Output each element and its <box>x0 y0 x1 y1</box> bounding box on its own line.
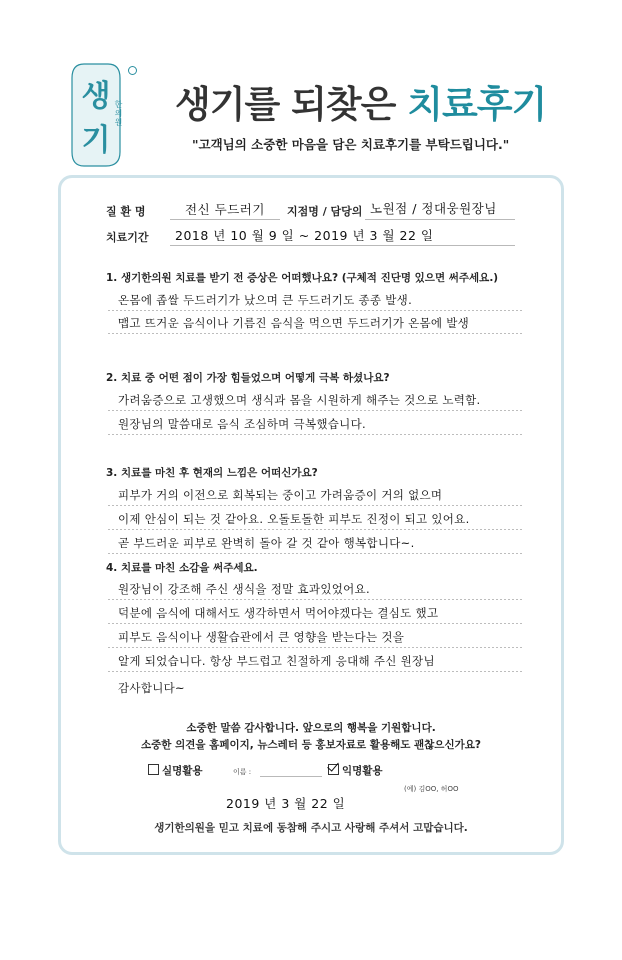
real-name-label: 실명활용 <box>162 765 203 777</box>
answer-4-line-1: 원장님이 강조해 주신 생식을 정말 효과있었어요. <box>118 582 370 596</box>
svg-text:기: 기 <box>81 123 111 158</box>
answer-line <box>108 623 522 624</box>
disease-underline <box>170 219 280 220</box>
answer-4-line-5: 감사합니다~ <box>118 681 185 695</box>
real-name-option[interactable] <box>148 763 203 778</box>
branch-underline <box>365 219 515 220</box>
anonymous-option[interactable] <box>328 763 383 778</box>
question-1: 1. 생기한의원 치료를 받기 전 증상은 어떠했나요? (구체적 진단명 있으면 써주세요.) <box>106 272 499 284</box>
period-underline <box>170 245 515 246</box>
answer-line <box>108 333 522 334</box>
page-title <box>175 74 546 128</box>
answer-1-line-1: 온몸에 좁쌀 두드러기가 났으며 큰 두드러기도 종종 발생. <box>118 293 413 307</box>
period-value: 2018 년 10 월 9 일 ~ 2019 년 3 월 22 일 <box>175 228 434 243</box>
answer-4-line-3: 피부도 음식이나 생활습관에서 큰 영향을 받는다는 것을 <box>118 630 405 644</box>
svg-text:생: 생 <box>81 79 111 114</box>
question-4: 4. 치료를 마친 소감을 써주세요. <box>106 562 258 574</box>
page-subtitle: "고객님의 소중한 마음을 담은 치료후기를 부탁드립니다." <box>192 137 510 152</box>
branch-value: 노원점 / 정대웅원장님 <box>370 201 497 216</box>
answer-line <box>108 310 522 311</box>
question-2: 2. 치료 중 어떤 점이 가장 힘들었으며 어떻게 극복 하셨나요? <box>106 372 390 384</box>
disease-value: 전신 두드러기 <box>185 202 265 217</box>
name-label: 이름 : <box>233 768 252 776</box>
period-label: 치료기간 <box>106 231 149 244</box>
name-field-underline[interactable] <box>260 776 322 777</box>
answer-4-line-4: 알게 되었습니다. 항상 부드럽고 친절하게 응대해 주신 원장님 <box>118 654 435 668</box>
anonymous-label: 익명활용 <box>342 765 383 777</box>
footer-message: 생기한의원을 믿고 치료에 동참해 주시고 사랑해 주셔서 고맙습니다. <box>154 822 468 834</box>
answer-3-line-1: 피부가 거의 이전으로 회복되는 중이고 가려움증이 거의 없으며 <box>118 488 443 502</box>
thanks-line-1: 소중한 말씀 감사합니다. 앞으로의 행복을 기원합니다. <box>186 722 436 734</box>
checkbox-checked-icon[interactable] <box>328 764 339 775</box>
answer-line <box>108 599 522 600</box>
answer-line <box>108 529 522 530</box>
title-part-1: 생기를 되찾은 <box>175 83 408 126</box>
answer-3-line-2: 이제 안심이 되는 것 같아요. 오돌토돌한 피부도 진정이 되고 있어요. <box>118 512 470 526</box>
answer-line <box>108 434 522 435</box>
answer-2-line-2: 원장님의 말씀대로 음식 조심하며 극복했습니다. <box>118 417 366 431</box>
answer-line <box>108 410 522 411</box>
disease-label: 질 환 명 <box>106 205 146 218</box>
answer-line <box>108 553 522 554</box>
checkbox-icon[interactable] <box>148 764 159 775</box>
answer-3-line-3: 곧 부드러운 피부로 완벽히 돌아 갈 것 같아 행복합니다~. <box>118 536 415 550</box>
answer-4-line-2: 덕분에 음식에 대해서도 생각하면서 먹어야겠다는 결심도 했고 <box>118 606 439 620</box>
title-part-2: 치료후기 <box>407 83 547 126</box>
answer-line <box>108 671 522 672</box>
signature-date: 2019 년 3 월 22 일 <box>226 796 346 811</box>
question-3: 3. 치료를 마친 후 현재의 느낌은 어떠신가요? <box>106 467 318 479</box>
answer-1-line-2: 맵고 뜨거운 음식이나 기름진 음식을 먹으면 두드러기가 온몸에 발생 <box>118 316 470 330</box>
branch-label: 지점명 / 담당의 <box>287 205 363 218</box>
answer-line <box>108 505 522 506</box>
answer-2-line-1: 가려움증으로 고생했으며 생식과 몸을 시원하게 해주는 것으로 노력함. <box>118 393 481 407</box>
thanks-line-2: 소중한 의견을 홈페이지, 뉴스레터 등 홍보자료로 활용해도 괜찮으신가요? <box>141 739 481 751</box>
logo-subtext: 한의원 <box>114 100 123 127</box>
logo-dot-icon <box>128 66 137 75</box>
answer-line <box>108 647 522 648</box>
name-example: (예) 김OO, 허OO <box>404 785 459 793</box>
